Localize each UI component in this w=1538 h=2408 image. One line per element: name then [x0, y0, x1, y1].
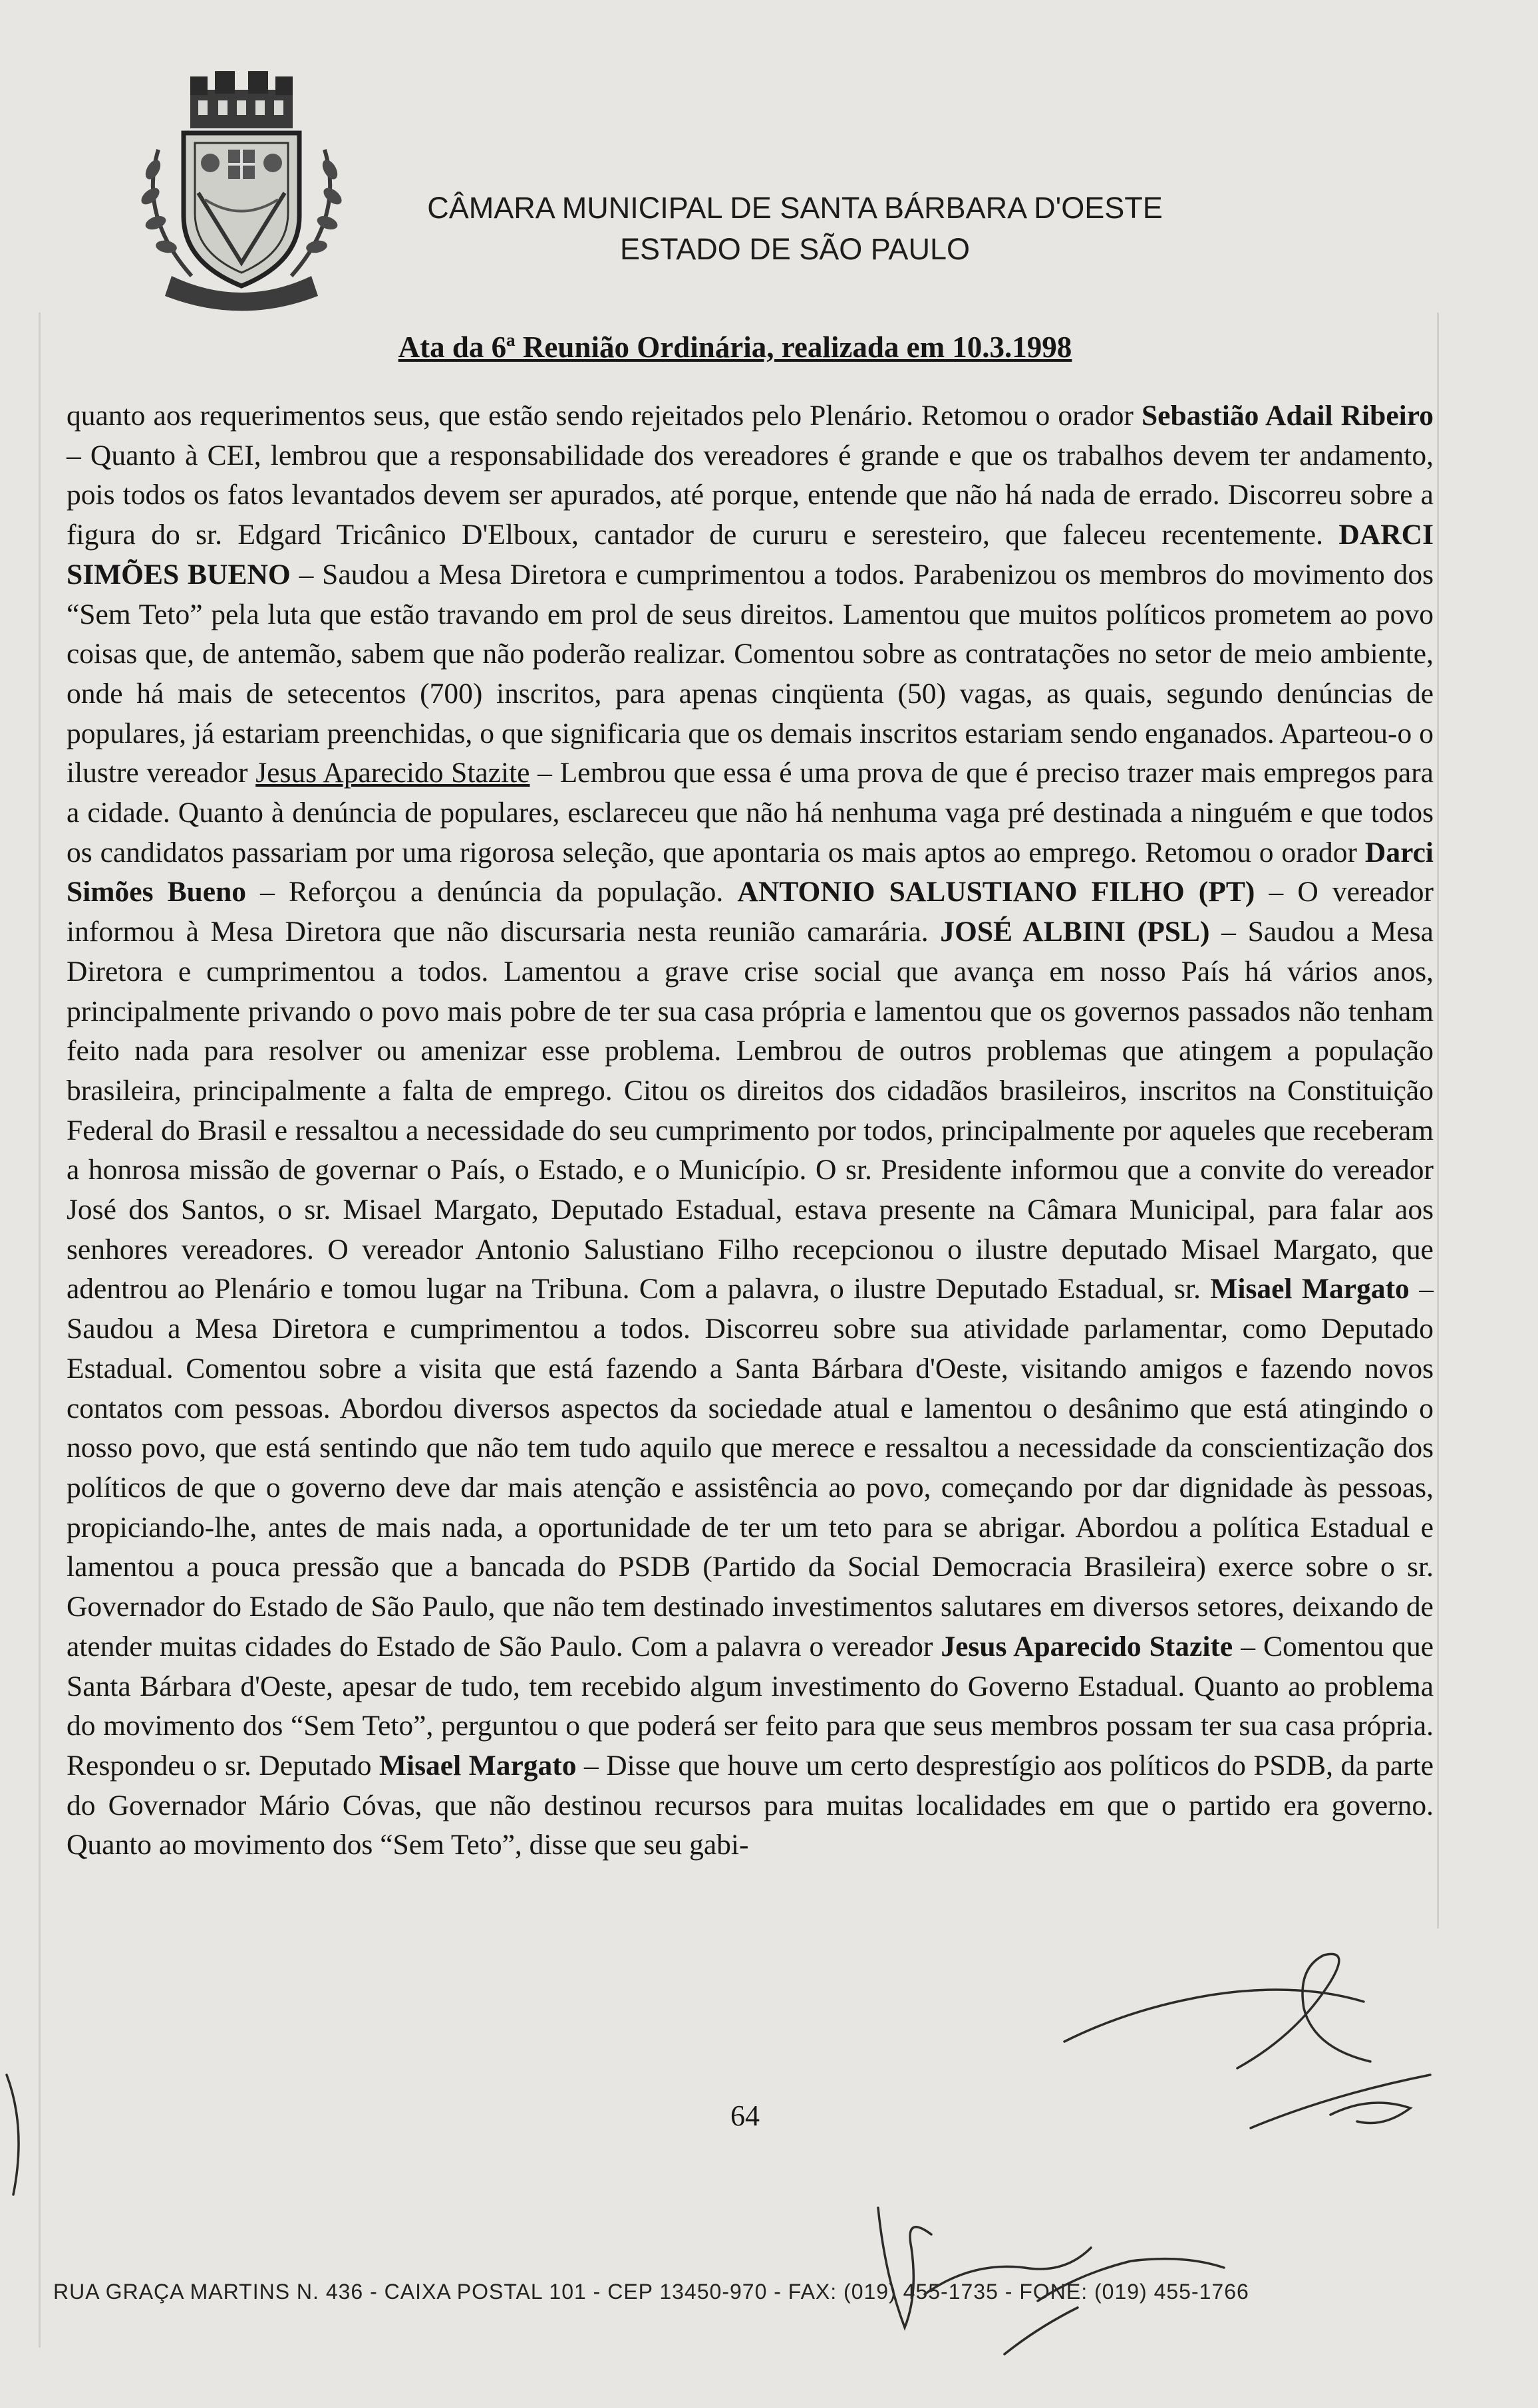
apartee-name: Jesus Aparecido Stazite [255, 757, 530, 789]
minutes-paragraph [67, 396, 1434, 1865]
page-margin-rule-left [39, 313, 41, 2347]
minutes-text-run: – O vereador informou à Mesa Diretora que não discursaria nesta reunião camarária. [67, 876, 1434, 948]
organization-name: CÂMARA MUNICIPAL DE SANTA BÁRBARA D'OESTE [427, 191, 1163, 225]
page-number: 64 [730, 2099, 760, 2132]
speaker-name: Misael Margato [379, 1749, 577, 1782]
minutes-text-run: – Reforçou a denúncia da população. [246, 876, 738, 908]
organization-header [373, 188, 1217, 270]
speaker-name: DARCI SIMÕES BUENO [67, 519, 1434, 591]
speaker-name: Jesus Aparecido Stazite [941, 1630, 1233, 1663]
minutes-text-run: – Quanto à CEI, lembrou que a responsabilidade dos vereadores é grande e que os trabalhos devem ter andamento, pois todos os fatos levantados devem ser apurados, até porque, entende que não há nada de errado. Discorreu sobre a figura do sr. Edgard Tricânico D'Elboux, cantador de cururu e seresteiro, que faleceu recentemente. [67, 439, 1434, 551]
speaker-name: JOSÉ ALBINI (PSL) [940, 916, 1210, 948]
municipal-coat-of-arms-icon [132, 63, 351, 316]
address-footer: RUA GRAÇA MARTINS N. 436 - CAIXA POSTAL 101 - CEP 13450-970 - FAX: (019) 455-1735 - FONE: (019) 455-1766 [53, 2280, 1249, 2304]
minutes-text-run: – Saudou a Mesa Diretora e cumprimentou a todos. Parabenizou os membros do movimento dos “Sem Teto” pela luta que estão travando em prol de seus direitos. Lamentou que muitos políticos prometem ao povo coisas que, de antemão, sabem que não poderão realizar. Comentou sobre as contratações no setor de meio ambiente, onde há mais de setecentos (700) inscritos, para apenas cinqüenta (50) vagas, as quais, segundo denúncias de populares, já estariam preenchidas, o que significaria que os demais inscritos estariam sendo enganados. Aparteou-o o ilustre vereador [67, 558, 1434, 789]
speaker-name: Sebastião Adail Ribeiro [1141, 400, 1434, 432]
page-margin-rule-right [1437, 313, 1439, 1929]
speaker-name: Misael Margato [1210, 1273, 1410, 1305]
speaker-name: Darci Simões Bueno [67, 836, 1434, 908]
speaker-name: ANTONIO SALUSTIANO FILHO (PT) [737, 876, 1255, 908]
minutes-text-run: – Disse que houve um certo desprestígio aos políticos do PSDB, da parte do Governador Mário Cóvas, que não destinou recursos para muitas localidades em que o partido era governo. Quanto ao movimento dos “Sem Teto”, disse que seu gabi- [67, 1749, 1434, 1861]
minutes-text-run: – Saudou a Mesa Diretora e cumprimentou a todos. Lamentou a grave crise social que avança em nosso País há vários anos, principalmente privando o povo mais pobre de ter sua casa própria e lamentou que os governos passados não tenham feito nada para resolver ou amenizar esse problema. Lembrou de outros problemas que atingem a população brasileira, principalmente a falta de emprego. Citou os direitos dos cidadãos brasileiros, inscritos na Constituição Federal do Brasil e ressaltou a necessidade do seu cumprimento por todos, principalmente por aqueles que receberam a honrosa missão de governar o País, o Estado, e o Município. O sr. Presidente informou que a convite do vereador José dos Santos, o sr. Misael Margato, Deputado Estadual, estava presente na Câmara Municipal, para falar aos senhores vereadores. O vereador Antonio Salustiano Filho recepcionou o ilustre deputado Misael Margato, que adentrou ao Plenário e tomou lugar na Tribuna. Com a palavra, o ilustre Deputado Estadual, sr. [67, 916, 1434, 1305]
minutes-text-run: – Lembrou que essa é uma prova de que é preciso trazer mais empregos para a cidade. Quanto à denúncia de populares, esclareceu que não há nenhuma vaga pré destinada a ninguém e que todos os candidatos passariam por uma rigorosa seleção, que apontaria os mais aptos ao emprego. Retomou o orador [67, 757, 1434, 869]
document-title: Ata da 6ª Reunião Ordinária, realizada em 10.3.1998 [398, 331, 1072, 364]
minutes-text-run: – Comentou que Santa Bárbara d'Oeste, apesar de tudo, tem recebido algum investimento do Governo Estadual. Quanto ao problema do movimento dos “Sem Teto”, perguntou o que poderá ser feito para que seus membros possam ter sua casa própria. Respondeu o sr. Deputado [67, 1630, 1434, 1782]
minutes-body [67, 396, 1434, 1865]
minutes-text-run: quanto aos requerimentos seus, que estão sendo rejeitados pelo Plenário. Retomou o orador [67, 400, 1142, 432]
minutes-text-run: – Saudou a Mesa Diretora e cumprimentou a todos. Discorreu sobre sua atividade parlamentar, como Deputado Estadual. Comentou sobre a visita que está fazendo a Santa Bárbara d'Oeste, visitando amigos e fazendo novos contatos com pessoas. Abordou diversos aspectos da sociedade atual e lamentou o desânimo que está atingindo o nosso povo, que está sentindo que não tem tudo aquilo que merece e ressaltou a necessidade da conscientização dos políticos de que o governo deve dar mais atenção e assistência ao povo, começando por dar dignidade às pessoas, propiciando-lhe, antes de mais nada, a oportunidade de ter um teto para se abrigar. Abordou a política Estadual e lamentou a pouca pressão que a bancada do PSDB (Partido da Social Democracia Brasileira) exerce sobre o sr. Governador do Estado de São Paulo, que não tem destinado investimentos salutares em diversos setores, deixando de atender muitas cidades do Estado de São Paulo. Com a palavra o vereador [67, 1273, 1434, 1663]
organization-state: ESTADO DE SÃO PAULO [620, 232, 970, 266]
